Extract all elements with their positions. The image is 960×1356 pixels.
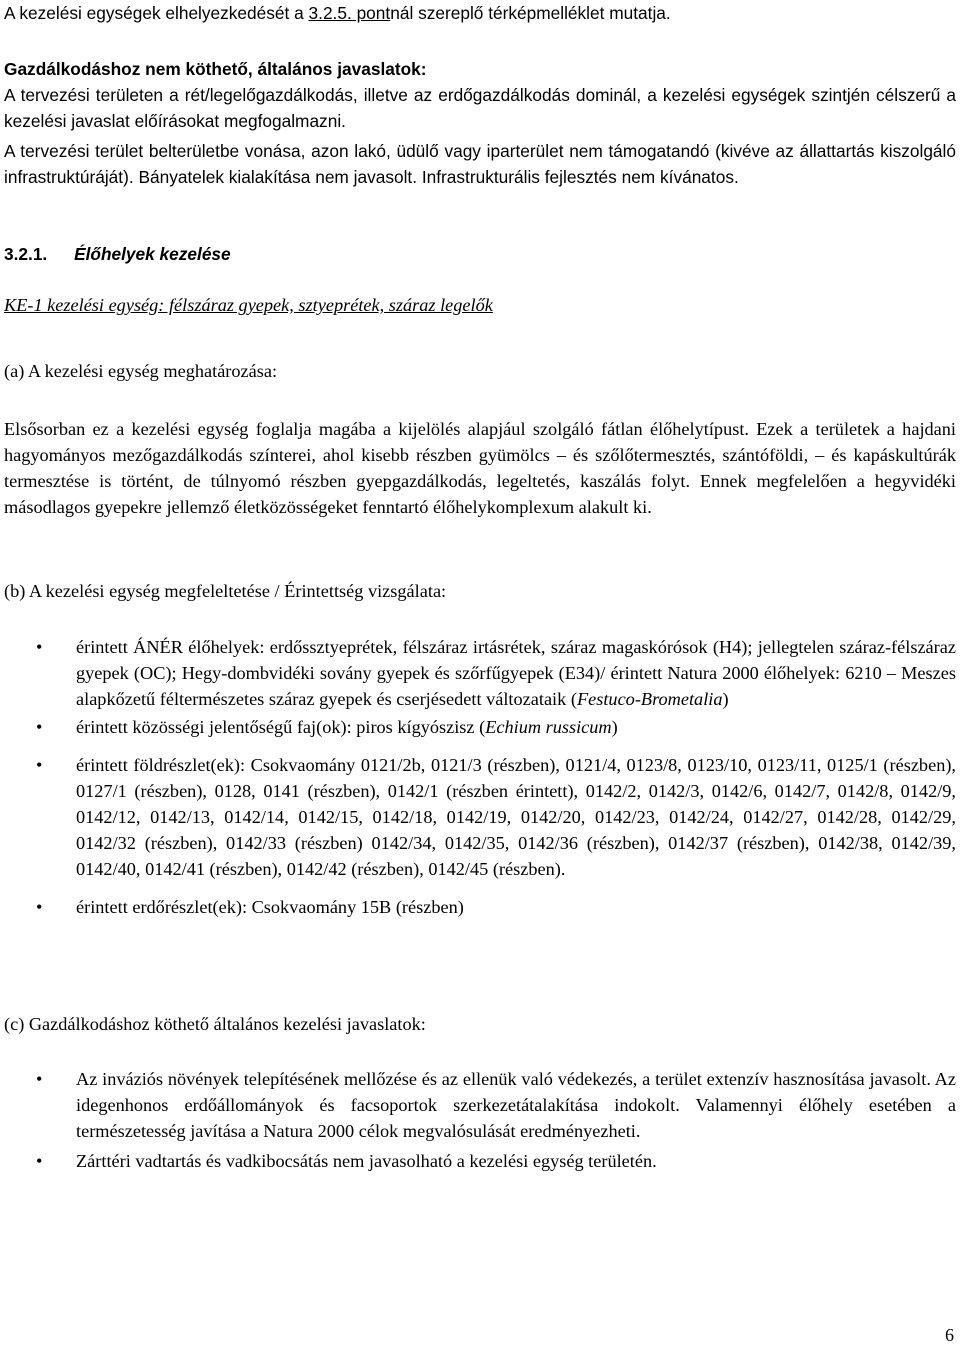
general-paragraph-1: A tervezési területen a rét/legelőgazdálkodás, illetve az erdőgazdálkodás dominál, a kezelési egységek szintjén célszerű a kezelési javaslat előírásokat megfogalmazni. xyxy=(4,85,956,131)
species-name-italic: Brometalia xyxy=(640,689,723,709)
bullet-marker: • xyxy=(36,1069,43,1089)
intro-text-before: A kezelési egységek elhelyezkedését a xyxy=(4,3,309,23)
section-reference-link[interactable]: 3.2.5. pont xyxy=(308,3,391,23)
bullet-marker: • xyxy=(36,755,43,775)
list-item-text: ) xyxy=(611,717,618,737)
b-heading: (b) A kezelési egység megfeleltetése / Érintettség vizsgálata: xyxy=(4,581,447,601)
section-title: Élőhelyek kezelése xyxy=(74,244,231,264)
list-item xyxy=(4,634,956,712)
a-text: Elsősorban ez a kezelési egység foglalja magába a kijelölés alapjául szolgáló fátlan élőhelytípust. Ezek a területek a hajdani hagyományos mezőgazdálkodás színterei, ahol kisebb részben gyümölcs – és szőlőtermesztés, szántóföldi, – és kapáskultúrák termesztése is történt, de túlnyomó részben gyepgazdálkodás, legeltetés, kaszálás folyt. Ennek megfelelően a hegyvidéki másodlagos gyepekre jellemző életközösségeket fenntartó élőhelykomplexum alakult ki. xyxy=(4,419,956,517)
intro-text-after: nál szereplő térképmelléklet mutatja. xyxy=(390,3,671,23)
list-item-text: érintett földrészlet(ek): Csokvaomány 0121/2b, 0121/3 (részben), 0121/4, 0123/8, 0123/10, 0123/11, 0125/1 (részben), 0127/1 (részben), 0128, 0141 (részben), 0142/1 (részben érintett), 0142/2, 0142/3, 0142/6, 0142/7, 0142/8, 0142/9, 0142/12, 0142/13, 0142/14, 0142/15, 0142/18, 0142/19, 0142/20, 0142/23, 0142/24, 0142/27, 0142/28, 0142/29, 0142/32 (részben), 0142/33 (részben) 0142/34, 0142/35, 0142/36 (részben), 0142/37 (részben), 0142/38, 0142/39, 0142/40, 0142/41 (részben), 0142/42 (részben), 0142/45 (részben). xyxy=(76,755,956,879)
list-item-text: Zárttéri vadtartás és vadkibocsátás nem javasolható a kezelési egység területén. xyxy=(76,1151,657,1171)
c-heading: (c) Gazdálkodáshoz köthető általános kezelési javaslatok: xyxy=(4,1014,426,1034)
species-name-italic: Echium russicum xyxy=(485,717,612,737)
c-list xyxy=(4,1066,956,1174)
intro-paragraph xyxy=(4,0,956,26)
list-item-text: ) xyxy=(722,689,729,709)
list-item xyxy=(4,894,956,920)
list-item-text: érintett ÁNÉR élőhelyek: erdőssztyeprétek, félszáraz irtásrétek, száraz magaskórósok (H4); jellegtelen száraz-félszáraz gyepek (OC); Hegy-dombvidéki sovány gyepek és szőrfűgyepek (E34)/ érintett Natura 2000 élőhelyek: 6210 – Meszes alapkőzetű féltermészetes száraz gyepek és cserjésedett változataik ( xyxy=(76,637,956,709)
section-number: 3.2.1. xyxy=(4,244,48,264)
bullet-marker: • xyxy=(36,1151,43,1171)
bullet-marker: • xyxy=(36,897,43,917)
list-item xyxy=(4,1148,956,1174)
general-paragraph-2: A tervezési terület belterületbe vonása, azon lakó, üdülő vagy iparterület nem támogatandó (kivéve az állattartás kiszolgáló infrastruktúráját). Bányatelek kialakítása nem javasolt. Infrastrukturális fejlesztés nem kívánatos. xyxy=(4,141,956,187)
unit-title: KE-1 kezelési egység: félszáraz gyepek, sztyeprétek, száraz legelők xyxy=(4,295,493,315)
list-item-text: érintett erdőrészlet(ek): Csokvaomány 15B (részben) xyxy=(76,897,464,917)
bullet-marker: • xyxy=(36,637,43,657)
b-list xyxy=(4,634,956,920)
list-item-text: - xyxy=(634,689,641,709)
page-number: 6 xyxy=(945,1325,954,1345)
list-item xyxy=(4,752,956,882)
general-heading: Gazdálkodáshoz nem köthető, általános javaslatok: xyxy=(4,59,427,79)
list-item xyxy=(4,1066,956,1144)
list-item-text: érintett közösségi jelentőségű faj(ok): piros kígyószisz ( xyxy=(76,717,486,737)
list-item xyxy=(4,714,956,740)
section-heading xyxy=(4,241,231,267)
bullet-marker: • xyxy=(36,717,43,737)
list-item-text: Az inváziós növények telepítésének mellőzése és az ellenük való védekezés, a terület extenzív hasznosítása javasolt. Az idegenhonos erdőállományok és facsoportok szerkezetátalakítása indokolt. Valamennyi élőhely esetében a természetesség javítása a Natura 2000 célok megvalósulását eredményezheti. xyxy=(76,1069,956,1141)
a-heading: (a) A kezelési egység meghatározása: xyxy=(4,361,278,381)
species-name-italic: Festuco xyxy=(576,689,635,709)
